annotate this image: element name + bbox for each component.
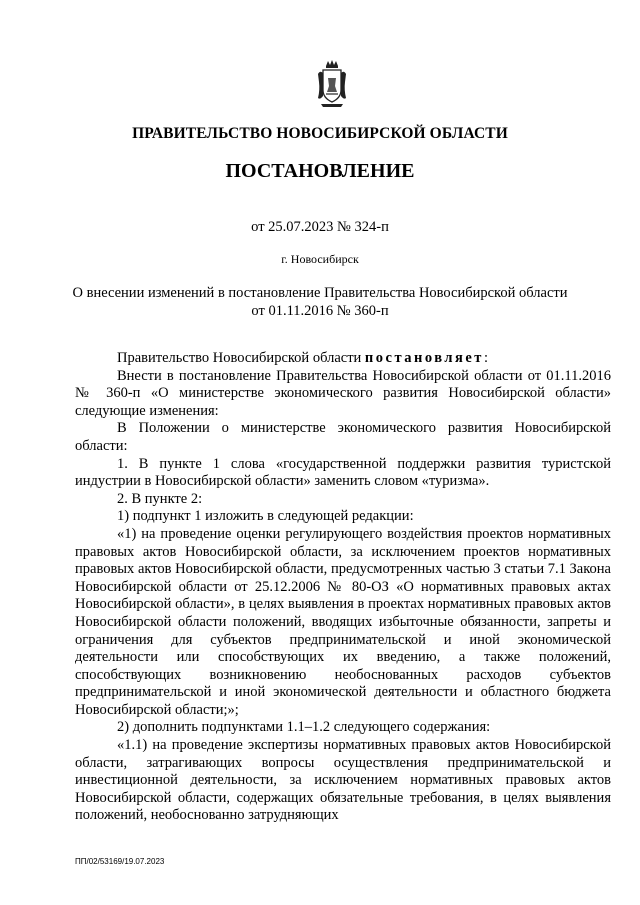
- organization-title: ПРАВИТЕЛЬСТВО НОВОСИБИРСКОЙ ОБЛАСТИ: [132, 125, 508, 142]
- subject-line-2: от 01.11.2016 № 360-п: [251, 302, 389, 319]
- paragraph: «1) на проведение оценки регулирующего воздействия проектов нормативных правовых актов Новосибирской области, за исключением проектов нормативных правовых актов Новосибирской области, предусмотренных частью 3 статьи 7.1 Закона Новосибирской области от 25.12.2006 № 80-ОЗ «О нормативных правовых актах Новосибирской области», в целях выявления в проектах нормативных правовых актов Новосибирской области положений, вводящих избыточные обязанности, запреты и ограничения для субъектов предпринимательской и иной экономической деятельности или способствующих их введению, а также положений, способствующих возникновению необоснованных расходов субъектов предпринимательской и иной экономической деятельности и областного бюджета Новосибирской области;»;: [75, 525, 611, 718]
- resolution-intro-tail: :: [483, 350, 488, 366]
- document-city: г. Новосибирск: [281, 252, 359, 266]
- paragraph: 1) подпункт 1 изложить в следующей редакции:: [117, 508, 414, 525]
- document-type-title: ПОСТАНОВЛЕНИЕ: [225, 160, 415, 182]
- document-subject: [70, 285, 570, 320]
- paragraph: 2. В пункте 2:: [117, 490, 203, 507]
- document-body: [75, 350, 611, 825]
- subject-line-1: О внесении изменений в постановление Правительства Новосибирской области: [72, 285, 568, 301]
- resolution-keyword: постановляет: [364, 350, 484, 366]
- paragraph: 1. В пункте 1 слова «государственной поддержки развития туристской индустрии в Новосибирской области» заменить словом «туризма».: [75, 455, 611, 490]
- resolution-intro: [75, 350, 611, 368]
- coat-of-arms-icon: [317, 60, 347, 108]
- paragraph: «1.1) на проведение экспертизы нормативных правовых актов Новосибирской области, затрагивающих вопросы осуществления предпринимательской и инвестиционной деятельности, за исключением нормативных правовых актов Новосибирской области, содержащих обязательные требования, в целях выявления положений, необоснованно затрудняющих: [75, 737, 611, 824]
- paragraph: Внести в постановление Правительства Новосибирской области от 01.11.2016 № 360-п «О министерстве экономического развития Новосибирской области» следующие изменения:: [75, 367, 611, 419]
- paragraph: 2) дополнить подпунктами 1.1–1.2 следующего содержания:: [117, 719, 491, 736]
- paragraph: В Положении о министерстве экономического развития Новосибирской области:: [75, 420, 611, 454]
- document-date-number: от 25.07.2023 № 324-п: [251, 219, 389, 235]
- resolution-intro-lead: Правительство Новосибирской области: [117, 350, 365, 366]
- document-footer-code: ПП/02/53169/19.07.2023: [75, 857, 165, 866]
